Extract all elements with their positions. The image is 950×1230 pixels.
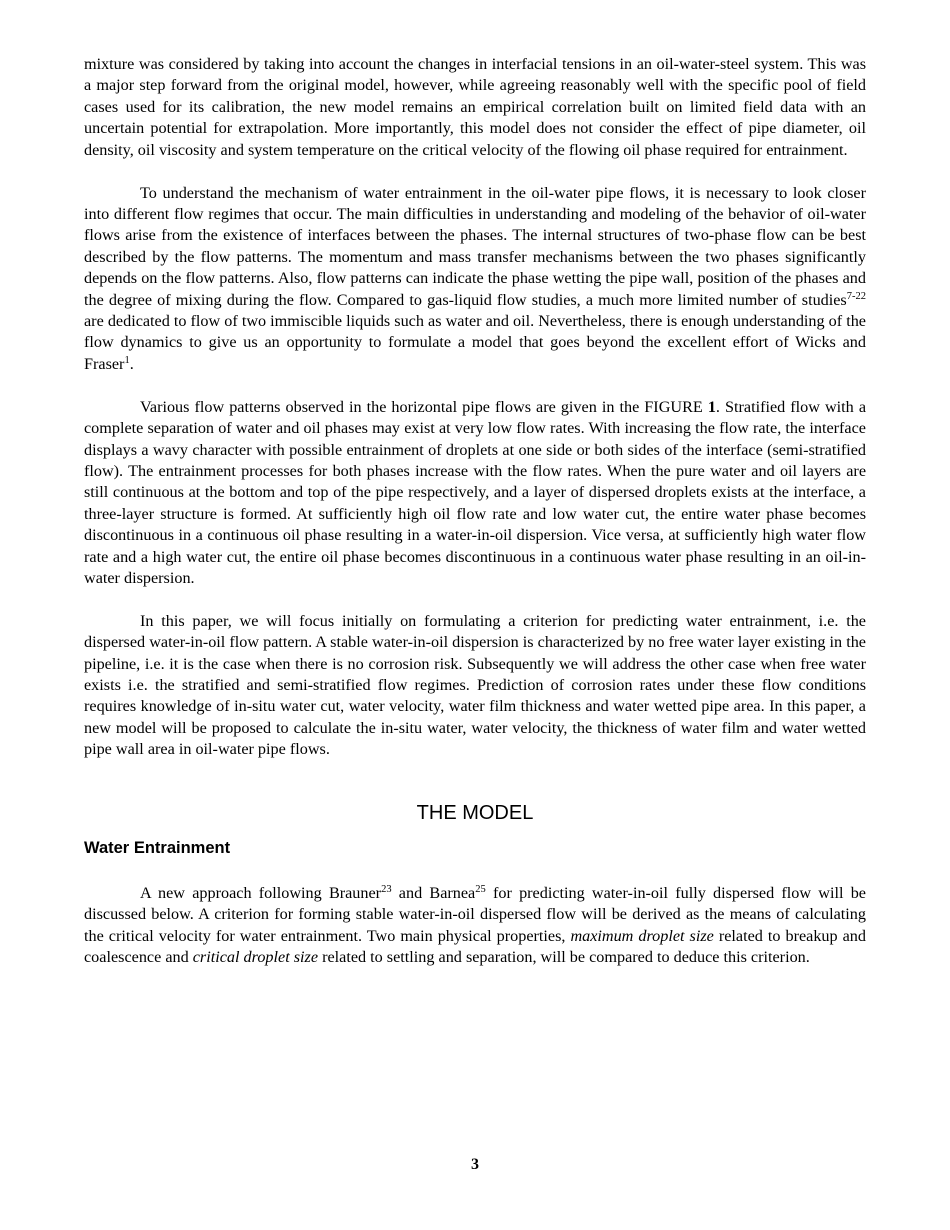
term-maximum-droplet-size: maximum droplet size	[570, 926, 714, 945]
citation-23: 23	[381, 883, 392, 895]
paragraph-5	[84, 883, 866, 969]
paragraph-5-text-b: and Barnea	[391, 883, 476, 902]
paragraph-2-text-c: .	[129, 354, 134, 373]
paragraph-5-text-a: A new approach following Brauner	[140, 883, 382, 902]
paragraph-3	[84, 397, 866, 590]
paragraph-2-text-b: are dedicated to flow of two immiscible liquids such as water and oil. Nevertheless, there is enough understanding of the flow dynamics to give us an opportunity to formulate a model that goes beyond the excellent effort of Wicks and Fraser	[84, 311, 866, 373]
paragraph-1: mixture was considered by taking into account the changes in interfacial tensions in an oil-water-steel system. This was a major step forward from the original model, however, while agreeing reasonably well with the specific pool of field cases used for its calibration, the new model remains an empirical correlation built on limited field data with an uncertain potential for extrapolation. More importantly, this model does not consider the effect of pipe diameter, oil density, oil viscosity and system temperature on the critical velocity of the flowing oil phase required for entrainment.	[84, 55, 866, 159]
citation-7-22: 7-22	[846, 290, 866, 302]
paragraph-2	[84, 183, 866, 376]
paragraph-2-text-a: To understand the mechanism of water entrainment in the oil-water pipe flows, it is necessary to look closer into different flow regimes that occur. The main difficulties in understanding and modeling of the behavior of oil-water flows arise from the existence of interfaces between the phases. The internal structures of two-phase flow can be best described by the flow patterns. The momentum and mass transfer mechanisms between the two phases significantly depends on the flow patterns. Also, flow patterns can indicate the phase wetting the pipe wall, position of the phases and the degree of mixing during the flow. Compared to gas-liquid flow studies, a much more limited number of studies	[84, 183, 866, 309]
page-number: 3	[471, 1156, 479, 1173]
figure-reference: 1	[707, 397, 716, 416]
paragraph-5-text-c: for predicting water-in-oil fully dispersed flow will be discussed below. A criterion for forming stable water-in-oil dispersed flow will be derived as the means of calculating the critical velocity for water entrainment. Two main physical properties,	[84, 883, 866, 945]
section-title: THE MODEL	[416, 801, 534, 824]
paragraph-5-text-d: related to breakup and coalescence and	[84, 926, 866, 966]
paragraph-3-text-a: Various flow patterns observed in the horizontal pipe flows are given in the FIGURE	[140, 397, 708, 416]
page-body	[84, 54, 866, 968]
paragraph-5-text-e: related to settling and separation, will be compared to deduce this criterion.	[318, 947, 810, 966]
paragraph-3-text-b: . Stratified flow with a complete separation of water and oil phases may exist at very low flow rates. With increasing the flow rate, the interface displays a wavy character with possible entrainment of droplets at one side or both sides of the interface (semi-stratified flow). The entrainment processes for both phases increase with the flow rates. When the pure water and oil layers are still continuous at the bottom and top of the pipe respectively, and a layer of dispersed droplets exists at the interface, a three-layer structure is formed. At sufficiently high oil flow rate and low water cut, the entire water phase becomes discontinuous in a continuous oil phase resulting in a water-in-oil dispersion. Vice versa, at sufficiently high water flow rate and a high water cut, the entire oil phase becomes discontinuous in a continuous water phase resulting in an oil-in-water dispersion.	[84, 397, 867, 587]
paragraph-4: In this paper, we will focus initially on formulating a criterion for predicting water entrainment, i.e. the dispersed water-in-oil flow pattern. A stable water-in-oil dispersion is characterized by no free water layer existing in the pipeline, i.e. it is the case when there is no corrosion risk. Subsequently we will address the other case when free water exists i.e. the stratified and semi-stratified flow regimes. Prediction of corrosion rates under these flow conditions requires knowledge of in-situ water cut, water velocity, water film thickness and water wetted pipe area. In this paper, a new model will be proposed to calculate the in-situ water, water velocity, the thickness of water film and water wetted pipe wall area in oil-water pipe flows.	[84, 611, 866, 759]
subsection-title: Water Entrainment	[84, 838, 231, 857]
citation-1: 1	[124, 354, 130, 366]
term-critical-droplet-size: critical droplet size	[192, 947, 319, 966]
citation-25: 25	[475, 883, 486, 895]
